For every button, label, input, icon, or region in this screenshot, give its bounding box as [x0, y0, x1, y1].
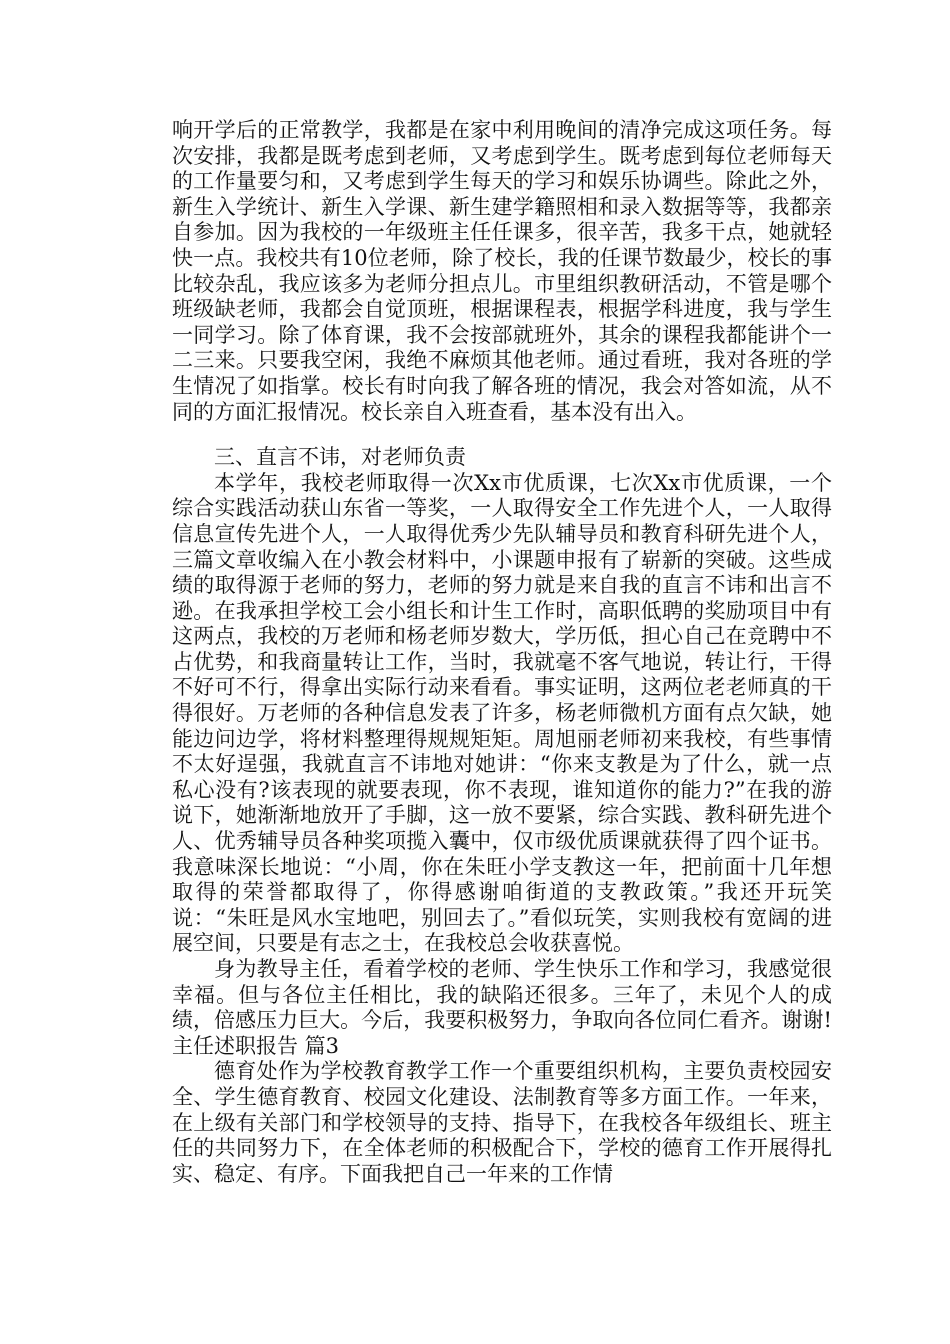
paragraph-conclusion: 身为教导主任，看着学校的老师、学生快乐工作和学习，我感觉很幸福。但与各位主任相比，我的缺陷还很多。三年了，未见个人的成绩，倍感压力巨大。今后，我要积极努力，争取向各位同仁看齐。谢谢!主任述职报告 篇3 [172, 957, 832, 1058]
document-page [172, 118, 832, 1187]
paragraph-continuation: 响开学后的正常教学，我都是在家中利用晚间的清净完成这项任务。每次安排，我都是既考虑到老师，又考虑到学生。既考虑到每位老师每天的工作量要匀和，又考虑到学生每天的学习和娱乐协调些。除此之外，新生入学统计、新生入学课、新生建学籍照相和录入数据等等，我都亲自参加。因为我校的一年级班主任任课多，很辛苦，我多干点，她就轻快一点。我校共有10位老师，除了校长，我的任课节数最少，校长的事比较杂乱，我应该多为老师分担点儿。市里组织教研活动，不管是哪个班级缺老师，我都会自觉顶班，根据课程表，根据学科进度，我与学生一同学习。除了体育课，我不会按部就班外，其余的课程我都能讲个一二三来。只要我空闲，我绝不麻烦其他老师。通过看班，我对各班的学生情况了如指掌。校长有时向我了解各班的情况，我会对答如流，从不同的方面汇报情况。校长亲自入班查看，基本没有出入。 [172, 118, 832, 424]
section-heading-3: 三、直言不讳，对老师负责 [214, 445, 466, 470]
paragraph-achievements: 本学年，我校老师取得一次Xx市优质课，七次Xx市优质课，一个综合实践活动获山东省一等奖，一人取得安全工作先进个人，一人取得信息宣传先进个人，一人取得优秀少先队辅导员和教育科研先进个人，三篇文章收编入在小教会材料中，小课题申报有了崭新的突破。这些成绩的取得源于老师的努力，老师的努力就是来自我的直言不讳和出言不逊。在我承担学校工会小组长和计生工作时，高职低聘的奖励项目中有这两点，我校的万老师和杨老师岁数大，学历低，担心自己在竞聘中不占优势，和我商量转让工作，当时，我就毫不客气地说，转让行，干得不好可不行，得拿出实际行动来看看。事实证明，这两位老老师真的干得很好。万老师的各种信息发表了许多，杨老师微机方面有点欠缺，她能边问边学，将材料整理得规规矩矩。周旭丽老师初来我校，有些事情不太好逞强，我就直言不讳地对她讲：“你来支教是为了什么，就一点私心没有?该表现的就要表现，你不表现，谁知道你的能力?”在我的游说下，她渐渐地放开了手脚，这一放不要紧，综合实践、教科研先进个人、优秀辅导员各种奖项揽入囊中，仅市级优质课就获得了四个证书。我意味深长地说：“小周，你在朱旺小学支教这一年，把前面十几年想取得的荣誉都取得了，你得感谢咱街道的支教政策。”我还开玩笑说：“朱旺是风水宝地吧，别回去了。”看似玩笑，实则我校有宽阔的进展空间，只要是有志之士，在我校总会收获喜悦。 [172, 470, 832, 956]
paragraph-moral-education: 德育处作为学校教育教学工作一个重要组织机构，主要负责校园安全、学生德育教育、校园文化建设、法制教育等多方面工作。一年来，在上级有关部门和学校领导的支持、指导下，在我校各年级组长、班主任的共同努力下，在全体老师的积极配合下，学校的德育工作开展得扎实、稳定、有序。下面我把自己一年来的工作情 [172, 1059, 832, 1186]
